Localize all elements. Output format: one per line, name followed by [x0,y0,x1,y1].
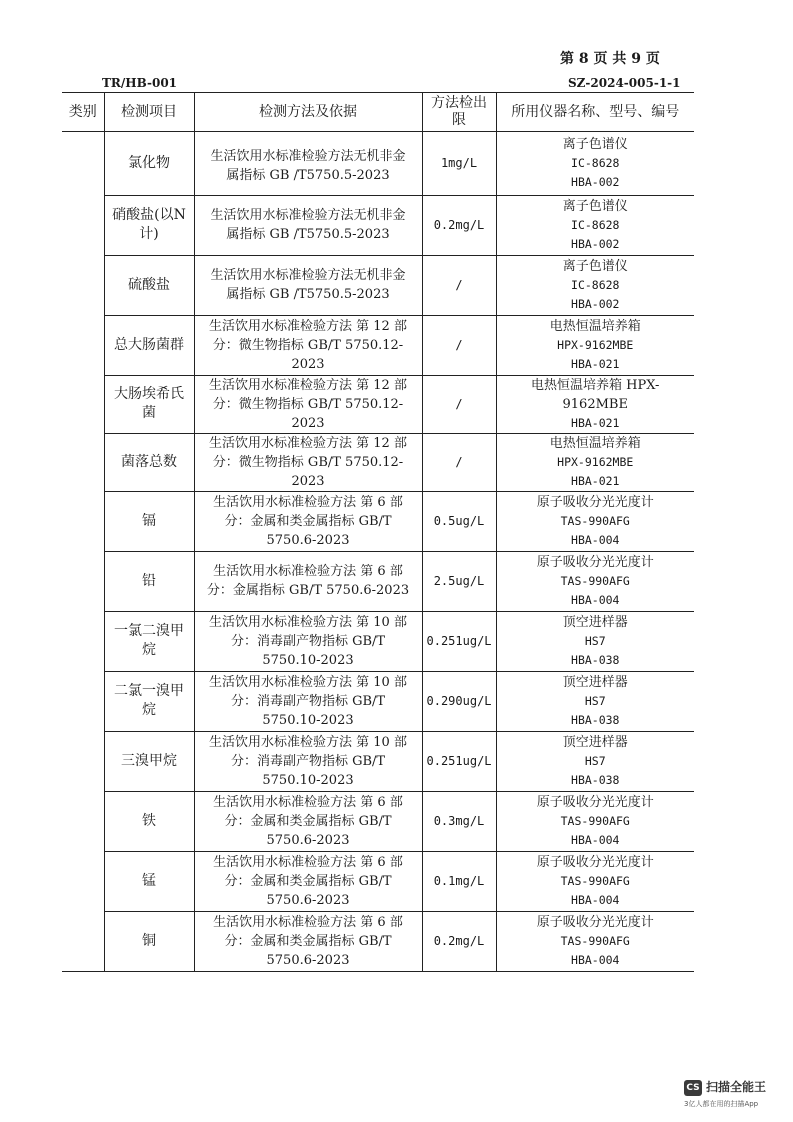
method-cell [194,315,422,375]
instrument-cell [496,791,694,851]
method-cell [194,731,422,791]
test-item-cell: 锰 [104,851,194,911]
category-cell [62,433,104,491]
instrument-line: 原子吸收分光光度计 [536,554,654,570]
method-line: 属指标 GB /T5750.5-2023 [226,227,390,242]
instrument-cell [496,851,694,911]
method-line: 生活饮用水标准检验方法 第 12 部 [209,318,407,334]
detection-limit-cell: 0.251ug/L [422,611,496,671]
instrument-line: HBA-021 [571,473,620,488]
table-row [62,611,694,671]
method-line: 生活饮用水标准检验方法无机非金 [210,268,406,283]
method-line: 生活饮用水标准检验方法无机非金 [210,149,406,165]
method-line: 属指标 GB /T5750.5-2023 [226,168,390,184]
instrument-line: TAS-990AFG [560,933,630,948]
method-cell [194,132,422,196]
detection-limit-cell: / [422,315,496,375]
test-items-table [62,92,694,972]
method-line: 生活饮用水标准检验方法 第 6 部 [213,854,403,870]
detection-limit-cell: 0.290ug/L [422,671,496,731]
method-line: 分：微生物指标 GB/T 5750.12-2023 [212,454,404,489]
category-cell [62,911,104,972]
instrument-cell [496,911,694,972]
category-cell [62,611,104,671]
method-line: 分：消毒副产物指标 GB/T [230,753,386,769]
method-line: 属指标 GB /T5750.5-2023 [226,287,390,302]
instrument-cell [496,315,694,375]
method-line: 分：金属和类金属指标 GB/T [224,813,392,829]
header-category: 类别 [62,93,104,132]
detection-limit-cell: / [422,433,496,491]
instrument-line: HBA-004 [571,892,620,907]
detection-limit-cell: 0.5ug/L [422,491,496,551]
instrument-line: 顶空进样器 [562,674,628,690]
instrument-cell [496,375,694,433]
method-cell [194,911,422,972]
test-item-cell: 三溴甲烷 [104,731,194,791]
method-line: 5750.10-2023 [262,652,354,668]
test-item-cell: 二氯一溴甲烷 [104,671,194,731]
instrument-line: TAS-990AFG [560,873,630,888]
test-item-cell: 镉 [104,491,194,551]
instrument-line: HBA-002 [571,296,620,311]
instrument-cell [496,611,694,671]
category-cell [62,671,104,731]
method-line: 生活饮用水标准检验方法 第 12 部 [209,377,407,393]
instrument-line: IC-8628 [571,277,620,292]
method-line: 生活饮用水标准检验方法 第 6 部 [213,494,403,510]
instrument-line: HBA-038 [571,772,620,787]
test-items-table-container [62,92,694,972]
watermark-tagline: 3亿人都在用的扫描App [684,1100,759,1108]
instrument-line: 顶空进样器 [562,614,628,630]
instrument-line: 离子色谱仪 [562,258,628,274]
instrument-line: HBA-038 [571,652,620,667]
method-line: 5750.6-2023 [266,832,350,848]
instrument-line: 原子吸收分光光度计 [536,794,654,810]
instrument-line: HBA-004 [571,832,620,847]
instrument-cell [496,551,694,611]
method-cell [194,551,422,611]
instrument-line: IC-8628 [571,155,620,170]
method-line: 生活饮用水标准检验方法无机非金 [210,208,406,223]
method-line: 5750.10-2023 [262,772,354,788]
table-row [62,911,694,972]
instrument-line: HBA-004 [571,952,620,967]
page-number: 第 8 页 共 9 页 [560,51,660,67]
test-item-cell: 铅 [104,551,194,611]
instrument-line: 离子色谱仪 [562,136,628,152]
instrument-line: 离子色谱仪 [562,198,628,214]
instrument-line: HPX-9162MBE [557,337,634,352]
category-cell [62,195,104,255]
camscanner-logo-icon: CS [684,1080,702,1096]
method-line: 生活饮用水标准检验方法 第 10 部 [209,614,407,630]
instrument-line: HPX-9162MBE [557,454,634,469]
category-cell [62,132,104,196]
method-line: 分：消毒副产物指标 GB/T [230,693,386,709]
method-line: 5750.6-2023 [266,952,350,968]
instrument-line: 电热恒温培养箱 [549,318,641,334]
test-item-cell: 硝酸盐(以N计) [104,195,194,255]
method-line: 分：微生物指标 GB/T 5750.12-2023 [212,337,404,372]
instrument-line: HBA-004 [571,532,620,547]
detection-limit-cell: 0.2mg/L [422,195,496,255]
instrument-line: TAS-990AFG [560,813,630,828]
test-item-cell: 铜 [104,911,194,972]
instrument-cell [496,433,694,491]
method-line: 生活饮用水标准检验方法 第 6 部 [213,794,403,810]
method-line: 生活饮用水标准检验方法 第 12 部 [209,435,407,451]
table-row [62,255,694,315]
document-code-left: TR/HB-001 [102,76,178,90]
method-cell [194,671,422,731]
instrument-line: HS7 [584,633,606,648]
instrument-line: 原子吸收分光光度计 [536,494,654,510]
test-item-cell: 氯化物 [104,132,194,196]
method-line: 5750.6-2023 [266,892,350,908]
instrument-line: HBA-021 [571,356,620,371]
method-cell [194,791,422,851]
instrument-line: HBA-021 [571,415,620,430]
test-item-cell: 菌落总数 [104,433,194,491]
header-test-item: 检测项目 [104,93,194,132]
instrument-line: 原子吸收分光光度计 [536,914,654,930]
table-row [62,315,694,375]
instrument-line: HBA-038 [571,712,620,727]
table-row [62,491,694,551]
method-line: 生活饮用水标准检验方法 第 6 部 [213,564,403,579]
category-cell [62,731,104,791]
instrument-line: HS7 [584,753,606,768]
table-header-row [62,93,694,132]
test-item-cell: 一氯二溴甲烷 [104,611,194,671]
detection-limit-cell: / [422,375,496,433]
header-method: 检测方法及依据 [194,93,422,132]
detection-limit-cell: 0.1mg/L [422,851,496,911]
method-line: 生活饮用水标准检验方法 第 10 部 [209,734,407,750]
method-line: 分：消毒副产物指标 GB/T [230,633,386,649]
watermark-name: 扫描全能王 [706,1080,767,1094]
instrument-cell [496,491,694,551]
table-row [62,433,694,491]
instrument-line: 顶空进样器 [562,734,628,750]
instrument-line: TAS-990AFG [560,573,630,588]
detection-limit-cell: 0.3mg/L [422,791,496,851]
table-row [62,791,694,851]
method-cell [194,491,422,551]
instrument-cell [496,132,694,196]
method-line: 分：微生物指标 GB/T 5750.12-2023 [212,396,404,431]
method-cell [194,255,422,315]
instrument-cell [496,671,694,731]
table-row [62,132,694,196]
detection-limit-cell: 0.251ug/L [422,731,496,791]
table-row [62,195,694,255]
method-line: 生活饮用水标准检验方法 第 6 部 [213,914,403,930]
instrument-line: HS7 [584,693,606,708]
method-line: 5750.10-2023 [262,712,354,728]
method-cell [194,195,422,255]
category-cell [62,851,104,911]
method-line: 生活饮用水标准检验方法 第 10 部 [209,674,407,690]
method-line: 分：金属和类金属指标 GB/T [224,873,392,889]
table-body [62,132,694,972]
detection-limit-cell: 0.2mg/L [422,911,496,972]
category-cell [62,255,104,315]
instrument-line: 电热恒温培养箱 [549,435,641,451]
table-row [62,375,694,433]
table-row [62,671,694,731]
header-instrument: 所用仪器名称、型号、编号 [496,93,694,132]
method-cell [194,611,422,671]
method-cell [194,375,422,433]
instrument-line: IC-8628 [571,217,620,232]
instrument-line: TAS-990AFG [560,513,630,528]
instrument-cell [496,731,694,791]
header-detection-limit: 方法检出限 [422,93,496,132]
instrument-line: 电热恒温培养箱 HPX-9162MBE [531,377,660,412]
instrument-cell [496,195,694,255]
detection-limit-cell: / [422,255,496,315]
table-row [62,851,694,911]
test-item-cell: 大肠埃希氏菌 [104,375,194,433]
method-line: 5750.6-2023 [266,532,350,548]
document-code-right: SZ-2024-005-1-1 [568,76,681,90]
instrument-line: HBA-002 [571,174,620,189]
test-item-cell: 铁 [104,791,194,851]
detection-limit-cell: 1mg/L [422,132,496,196]
instrument-line: HBA-002 [571,236,620,251]
category-cell [62,791,104,851]
test-item-cell: 硫酸盐 [104,255,194,315]
category-cell [62,315,104,375]
table-row [62,731,694,791]
method-cell [194,851,422,911]
detection-limit-cell: 2.5ug/L [422,551,496,611]
table-row [62,551,694,611]
scanner-watermark [684,1078,784,1114]
instrument-cell [496,255,694,315]
test-item-cell: 总大肠菌群 [104,315,194,375]
method-line: 分：金属和类金属指标 GB/T [224,513,392,529]
method-line: 分：金属和类金属指标 GB/T [224,933,392,949]
category-cell [62,491,104,551]
category-cell [62,551,104,611]
category-cell [62,375,104,433]
method-cell [194,433,422,491]
instrument-line: 原子吸收分光光度计 [536,854,654,870]
instrument-line: HBA-004 [571,592,620,607]
method-line: 分：金属指标 GB/T 5750.6-2023 [206,583,410,598]
